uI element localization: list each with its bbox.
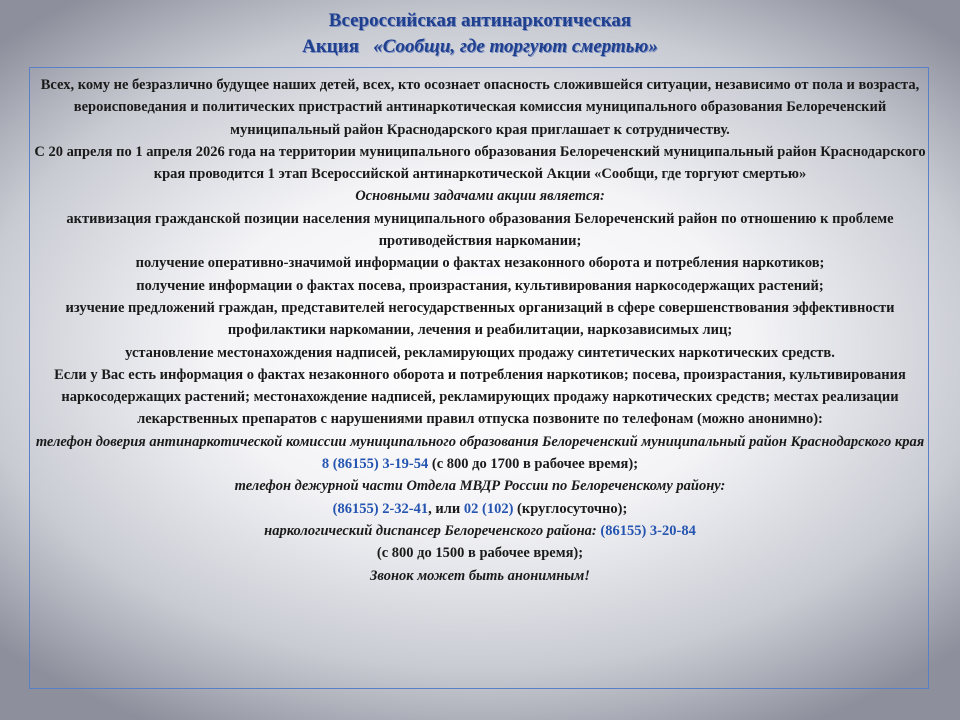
task-item: получение информации о фактах посева, произрастания, культивирования наркосодержащих растений; (136, 277, 824, 294)
contact-2-phone[interactable]: (86155) 2-32-41 (332, 500, 429, 517)
task-item: установление местонахождения надписей, рекламирующих продажу синтетических наркотических средств. (125, 344, 835, 361)
tasks-heading: Основными задачами акции является: (355, 188, 605, 205)
title-prefix: Акция (302, 36, 374, 57)
contact-3-phone[interactable]: (86155) 3-20-84 (600, 522, 696, 539)
contact-1-phone[interactable]: 8 (86155) 3-19-54 (321, 456, 429, 473)
contact-3-hours: (с 800 до 1500 в рабочее время); (376, 545, 584, 562)
intro-paragraph: Всех, кому не безразлично будущее наших детей, всех, кто осознает опасность сложившейся ситуации, независимо от пола и возраста, вероисповедания и политических пристрастий антинаркотическая комиссия муниципального образования Белореченский муниципальный район Краснодарского края приглашает к сотрудничеству. (40, 77, 920, 138)
announcement-text (33, 74, 927, 587)
task-item: активизация гражданской позиции населения муниципального образования Белореченский район по отношению к проблеме противодействия наркомании; (66, 210, 894, 250)
task-item: получение оперативно-значимой информации о фактах незаконного оборота и потребления наркотиков; (135, 255, 825, 272)
report-paragraph: Если у Вас есть информация о фактах незаконного оборота и потребления наркотиков; посева, произрастания, культивирования наркосодержащих растений; местонахождение надписей, рекламирующих продажу наркотических средств; местах реализации лекарственных препаратов с нарушениями правил отпуска позвоните по телефонам (можно анонимно): (54, 366, 906, 428)
title-line-2 (0, 34, 960, 60)
contact-2-hours: (круглосуточно); (513, 500, 628, 517)
contact-2-or: , или (428, 500, 464, 517)
dates-paragraph: С 20 апреля по 1 апреля 2026 года на территории муниципального образования Белореченский муниципальный район Краснодарского края проводится 1 этап Всероссийской антинаркотической Акции «Сообщи, где торгуют смертью» (34, 143, 926, 183)
contact-3-line (33, 520, 927, 542)
task-item: изучение предложений граждан, представителей негосударственных организаций в сфере совершенствования эффективности профилактики наркомании, лечения и реабилитации, наркозависимых лиц; (65, 299, 895, 339)
title-line-1: Всероссийская антинаркотическая (328, 10, 632, 31)
page-title (0, 8, 960, 60)
title-action-name: «Сообщи, где торгуют смертью» (373, 36, 658, 57)
contact-2-alt-phone[interactable]: 02 (102) (463, 500, 514, 517)
contact-1-label: телефон доверия антинаркотической комиссии муниципального образования Белореченский муниципальный район Краснодарского края (35, 433, 925, 450)
contact-1-hours: (с 800 до 1700 в рабочее время); (428, 456, 639, 473)
contact-1-line (33, 453, 927, 475)
contact-2-label: телефон дежурной части Отдела МВДР России по Белореченскому району: (234, 478, 726, 495)
closing-note: Звонок может быть анонимным! (370, 567, 590, 584)
contact-2-line (33, 498, 927, 520)
contact-3-label: наркологический диспансер Белореченского района: (264, 522, 601, 539)
